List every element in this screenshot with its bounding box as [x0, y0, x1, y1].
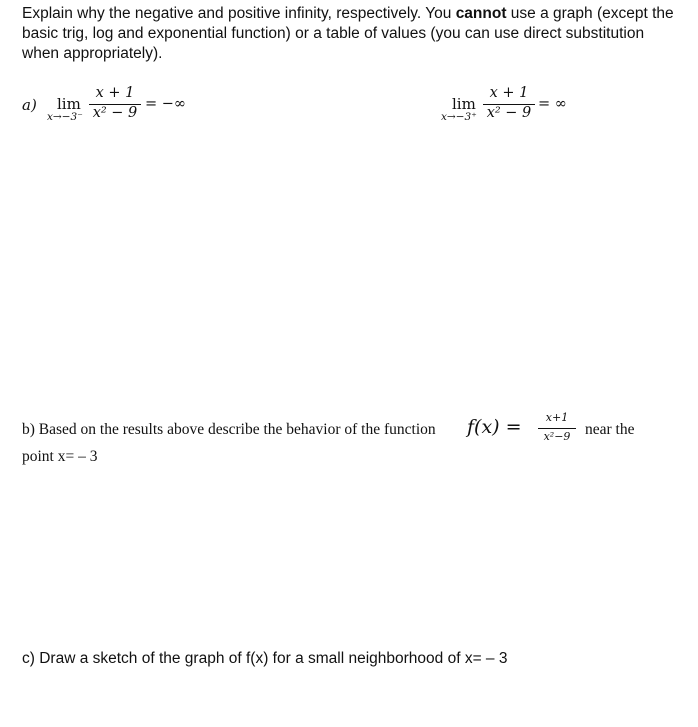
part-c-text: c) Draw a sketch of the graph of f(x) for a small neighborhood of x= – 3	[22, 650, 508, 667]
limit-left-lim: lim	[57, 95, 81, 113]
part-b-function-lhs: f(x) =	[467, 416, 522, 438]
part-b-fraction-bar	[538, 428, 576, 429]
part-a-label: a)	[22, 96, 37, 114]
part-b-text-after: near the	[585, 421, 635, 438]
limit-left-result: = −∞	[145, 96, 186, 112]
limit-right-approach: x→−3⁺	[441, 111, 477, 123]
instructions-text-start: Explain why the negative and positive infinity, respectively. You	[22, 5, 456, 22]
limit-left-approach: x→−3⁻	[47, 111, 83, 123]
part-b-fraction-numerator: x+1	[545, 411, 569, 424]
instructions-bold-word: cannot	[455, 5, 507, 22]
instructions-text-end: use a graph (except the basic trig, log and exponential function) or a table of values (you can use direct substitution when appropriately).	[22, 5, 674, 62]
limit-right-result: = ∞	[538, 96, 567, 112]
limit-right-lim: lim	[452, 95, 476, 113]
limit-left-denominator: x² − 9	[92, 105, 138, 121]
limit-right-numerator: x + 1	[489, 85, 529, 101]
instructions-paragraph	[22, 4, 682, 64]
limit-right-denominator: x² − 9	[486, 105, 532, 121]
part-b-text: b) Based on the results above describe the behavior of the function	[22, 421, 436, 438]
limit-left-numerator: x + 1	[95, 85, 135, 101]
part-b-fraction-denominator: x²−9	[543, 430, 571, 443]
part-b-text-line2: point x= – 3	[22, 448, 98, 465]
